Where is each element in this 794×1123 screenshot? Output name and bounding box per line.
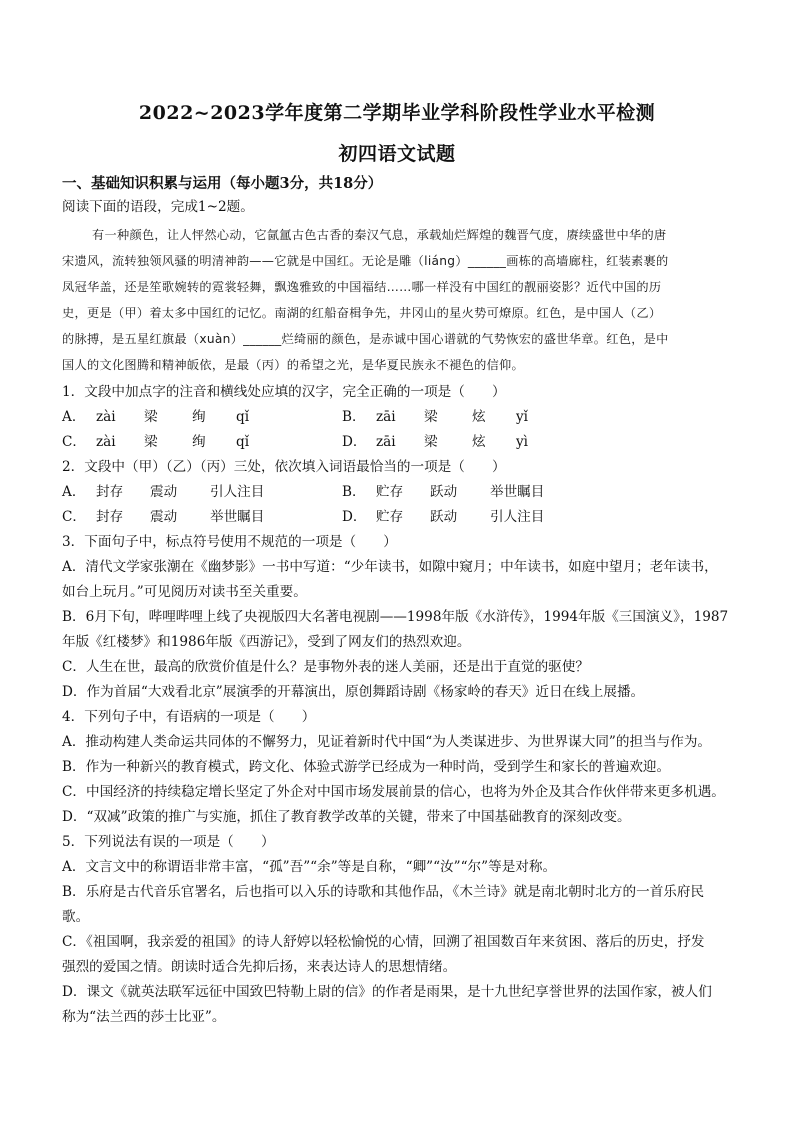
option-item: 梁	[144, 434, 158, 450]
option-item: 梁	[144, 409, 158, 425]
question-3-option-b-cont: 年版《红楼梦》和1986年版《西游记》，受到了网友们的热烈欢迎。	[62, 634, 471, 650]
option-item: 封存	[96, 509, 124, 525]
option-item: zāi	[376, 409, 396, 425]
option-letter: D．	[342, 434, 367, 450]
question-1-option-d[interactable]	[342, 432, 528, 452]
option-item: 举世瞩目	[210, 509, 265, 525]
option-item: 跃动	[430, 509, 458, 525]
option-letter: A．	[62, 484, 86, 500]
passage-line: 史，更是（甲）着太多中国红的记忆。南湖的红船奋楫争先，井冈山的星火势可燎原。红色，是中国人（乙）	[62, 306, 662, 320]
option-item: 绚	[192, 434, 206, 450]
option-item: qǐ	[236, 434, 250, 450]
option-item: 炫	[472, 434, 486, 450]
passage-line: 凤冠华盖，还是笙歌婉转的霓裳轻舞，飘逸雅致的中国福结……哪一样没有中国红的靓丽姿影？近代中国的历	[62, 280, 662, 294]
option-item: 跃动	[430, 484, 458, 500]
question-3-option-a[interactable]: A．清代文学家张潮在《幽梦影》一书中写道：“少年读书，如隙中窥月；中年读书，如庭中望月；老年读书，	[62, 559, 718, 575]
option-item: zāi	[376, 434, 396, 450]
passage-line: 的脉搏，是五星红旗最（xuàn）______烂绮丽的颜色，是赤诚中国心谱就的气势恢宏的盛世华章。红色，是中	[62, 332, 669, 346]
option-item: 震动	[150, 509, 178, 525]
question-5-option-b-cont: 歌。	[62, 909, 90, 925]
question-2-option-a[interactable]	[62, 482, 264, 502]
option-item: zài	[96, 434, 116, 450]
option-item: yǐ	[516, 409, 529, 425]
question-1-option-a[interactable]	[62, 407, 249, 427]
section-intro: 阅读下面的语段，完成1~2题。	[62, 199, 254, 215]
question-2-option-d[interactable]	[342, 507, 544, 527]
question-3-option-b[interactable]: B．6月下旬，哔哩哔哩上线了央视版四大名著电视剧——1998年版《水浒传》，1994年版《三国演义》，1987	[62, 609, 729, 625]
question-4-stem: 4．下列句子中，有语病的一项是（ ）	[62, 709, 316, 725]
passage-line: 宋遗风，流转独领风骚的明清神韵——它就是中国红。无论是雕（liáng）______画栋的高墙廊柱，红装素裹的	[62, 254, 669, 268]
question-1-option-c[interactable]	[62, 432, 249, 452]
question-1-stem: 1．文段中加点字的注音和横线处应填的汉字，完全正确的一项是（ ）	[62, 384, 506, 400]
question-4-option-b[interactable]: B．作为一种新兴的教育模式，跨文化、体验式游学已经成为一种时尚，受到学生和家长的普遍欢迎。	[62, 759, 671, 775]
option-item: 梁	[424, 409, 438, 425]
option-letter: C．	[62, 509, 86, 525]
question-5-option-b[interactable]: B．乐府是古代音乐官署名，后也指可以入乐的诗歌和其他作品，《木兰诗》就是南北朝时北方的一首乐府民	[62, 884, 705, 900]
option-item: 炫	[472, 409, 486, 425]
option-letter: A．	[62, 409, 86, 425]
question-1-option-b[interactable]	[342, 407, 528, 427]
option-item: 引人注目	[210, 484, 265, 500]
passage-line: 有一种颜色，让人怦然心动，它氤氲古色古香的秦汉气息，承载灿烂辉煌的魏晋气度，赓续盛世中华的唐	[92, 228, 667, 242]
question-5-option-d[interactable]: D．课文《就英法联军远征中国致巴特勒上尉的信》的作者是雨果，是十九世纪享誉世界的法国作家，被人们	[62, 984, 712, 1000]
question-5-stem: 5．下列说法有误的一项是（ ）	[62, 834, 275, 850]
option-item: 封存	[96, 484, 124, 500]
option-letter: B．	[342, 484, 366, 500]
option-letter: B．	[342, 409, 366, 425]
option-item: 震动	[150, 484, 178, 500]
exam-subtitle: 初四语文试题	[338, 143, 456, 165]
question-5-option-d-cont: 称为“法兰西的莎士比亚”。	[62, 1009, 226, 1025]
question-5-option-a[interactable]: A．文言文中的称谓语非常丰富，“孤”吾”“余”等是自称，“卿”“汝”“尔”等是对称。	[62, 859, 557, 875]
option-item: yì	[516, 434, 529, 450]
question-4-option-c[interactable]: C．中国经济的持续稳定增长坚定了外企对中国市场发展前景的信心，也将为外企及其合作伙伴带来更多机遇。	[62, 784, 725, 800]
question-3-option-c[interactable]: C．人生在世，最高的欣赏价值是什么？是事物外表的迷人美丽，还是出于直觉的驱使？	[62, 659, 589, 675]
question-3-stem: 3．下面句子中，标点符号使用不规范的一项是（ ）	[62, 534, 397, 550]
option-item: 引人注目	[490, 509, 545, 525]
question-3-option-a-cont: 如台上玩月。”可见阅历对读书至关重要。	[62, 584, 307, 600]
question-4-option-d[interactable]: D．“双减”政策的推广与实施，抓住了教育教学改革的关键，带来了中国基础教育的深刻改变。	[62, 809, 631, 825]
exam-title: 2022~2023学年度第二学期毕业学科阶段性学业水平检测	[138, 102, 656, 124]
option-item: qǐ	[236, 409, 250, 425]
question-2-option-b[interactable]	[342, 482, 544, 502]
option-item: 贮存	[376, 484, 404, 500]
option-item: 举世瞩目	[490, 484, 545, 500]
option-item: 绚	[192, 409, 206, 425]
question-5-option-c-cont: 强烈的爱国之情。朗读时适合先抑后扬，来表达诗人的思想情绪。	[62, 959, 457, 975]
question-4-option-a[interactable]: A．推动构建人类命运共同体的不懈努力，见证着新时代中国“为人类谋进步、为世界谋大同”的担当与作为。	[62, 734, 712, 750]
option-item: 贮存	[376, 509, 404, 525]
question-2-stem: 2．文段中（甲）（乙）（丙）三处，依次填入词语最恰当的一项是（ ）	[62, 459, 506, 475]
option-letter: C．	[62, 434, 86, 450]
section-heading: 一、基础知识积累与运用（每小题3分，共18分）	[62, 175, 383, 192]
question-5-option-c[interactable]: C．《祖国啊，我亲爱的祖国》的诗人舒婷以轻松愉悦的心情，回溯了祖国数百年来贫困、落后的历史，抒发	[62, 934, 705, 950]
option-item: 梁	[424, 434, 438, 450]
question-2-option-c[interactable]	[62, 507, 264, 527]
question-3-option-d[interactable]: D．作为首届“大戏看北京”展演季的开幕演出，原创舞蹈诗剧《杨家岭的春天》近日在线上展播。	[62, 684, 645, 700]
option-letter: D．	[342, 509, 367, 525]
option-item: zài	[96, 409, 116, 425]
passage-line: 国人的文化图腾和精神皈依，是最（丙）的希望之光，是华夏民族永不褪色的信仰。	[62, 358, 525, 372]
